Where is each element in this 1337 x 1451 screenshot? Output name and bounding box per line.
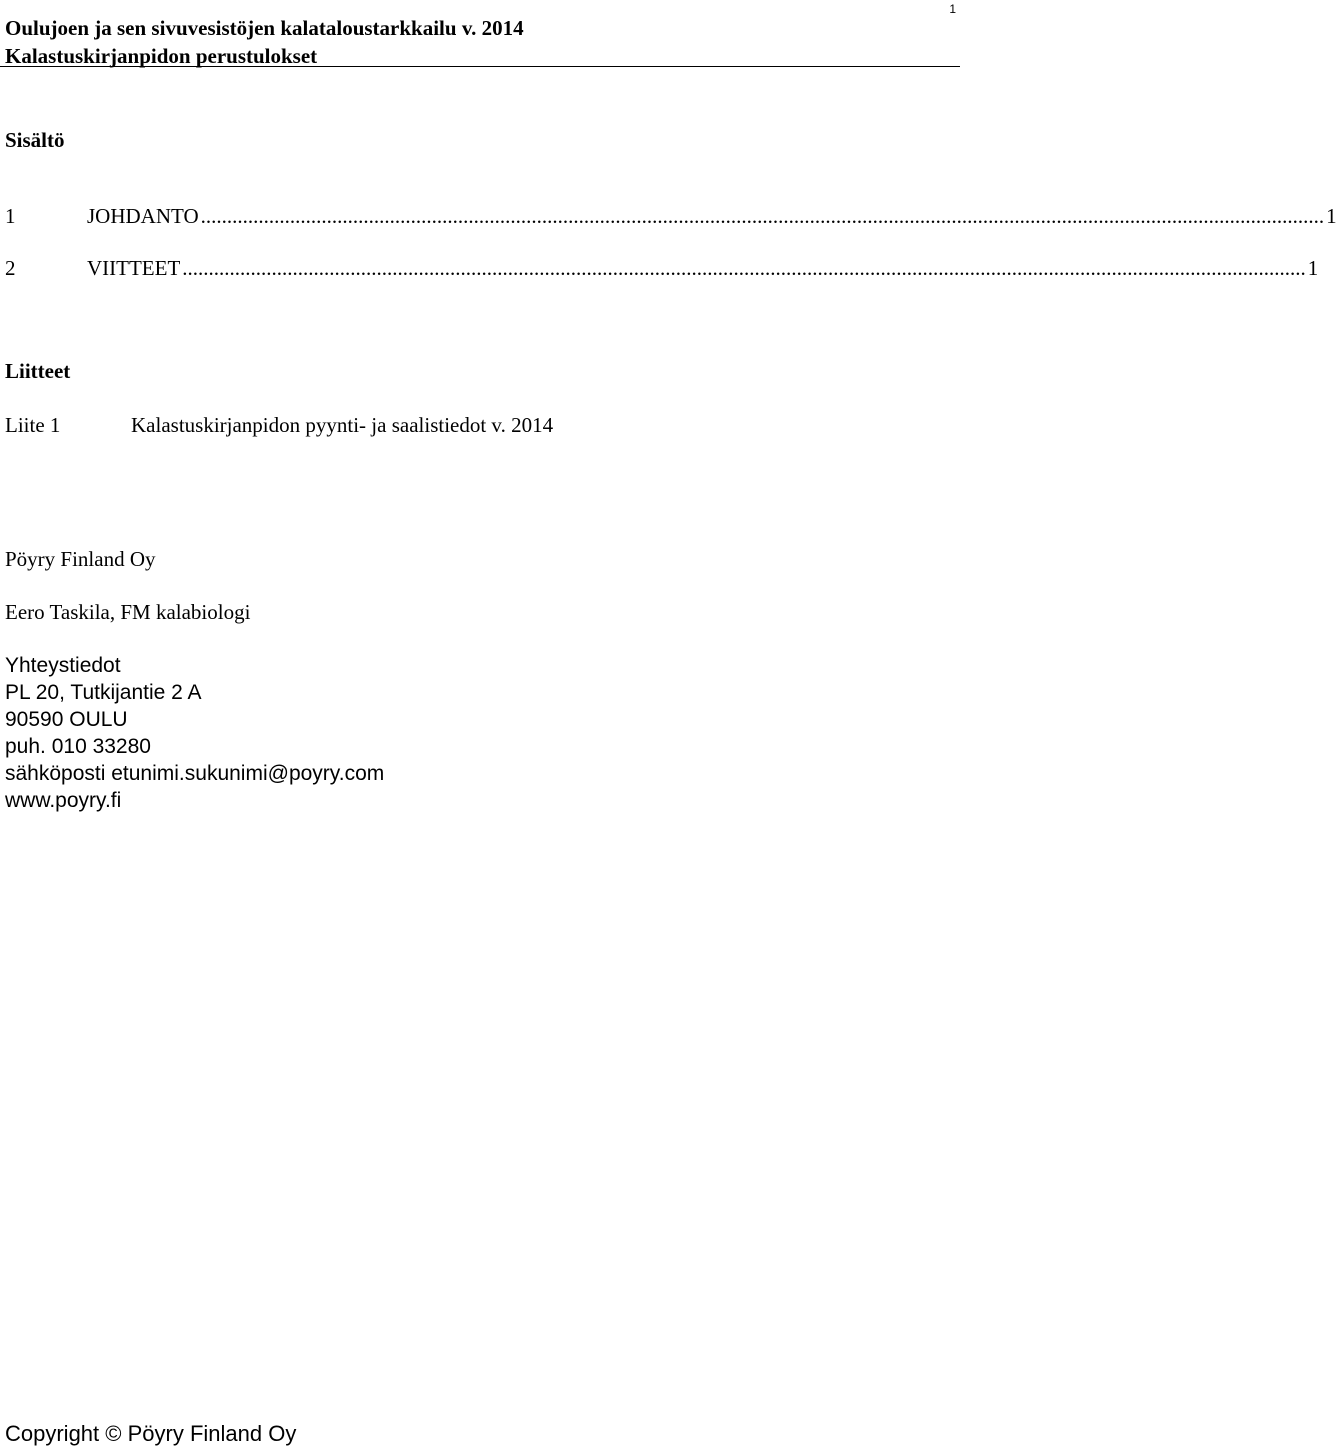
author-line: Eero Taskila, FM kalabiologi: [5, 600, 251, 624]
toc-leader-dots: ......................................................................................................................................................................................................................: [200, 204, 1325, 228]
appendix-title: Kalastuskirjanpidon pyynti- ja saalistiedot v. 2014: [131, 413, 554, 437]
appendices-heading: Liitteet: [5, 359, 71, 383]
contact-phone: puh. 010 33280: [5, 735, 151, 758]
appendix-label: Liite 1: [5, 413, 61, 437]
toc-entry-johdanto[interactable]: [5, 204, 1337, 228]
contact-heading: Yhteystiedot: [5, 654, 121, 677]
contact-postal: 90590 OULU: [5, 708, 128, 731]
contents-heading: Sisältö: [5, 128, 65, 152]
contact-address: PL 20, Tutkijantie 2 A: [5, 681, 202, 704]
page-number: 1: [949, 2, 956, 16]
toc-entry-page: 1: [1307, 256, 1319, 280]
toc-entry-number: 2: [5, 256, 16, 280]
toc-leader-dots: ......................................................................................................................................................................................................................: [182, 256, 1306, 280]
contact-email[interactable]: sähköposti etunimi.sukunimi@poyry.com: [5, 762, 385, 785]
toc-entry-number: 1: [5, 204, 16, 228]
appendix-entry: [5, 413, 553, 437]
copyright-footer: Copyright © Pöyry Finland Oy: [5, 1421, 297, 1446]
contact-block: [5, 652, 384, 814]
toc-entry-title: JOHDANTO: [87, 204, 199, 228]
toc-entry-viitteet[interactable]: [5, 256, 1319, 280]
toc-entry-page: 1: [1326, 204, 1337, 228]
toc-entry-title: VIITTEET: [87, 256, 181, 280]
company-name: Pöyry Finland Oy: [5, 547, 156, 571]
header-title: Oulujoen ja sen sivuvesistöjen kalataloustarkkailu v. 2014: [5, 16, 524, 40]
contact-website[interactable]: www.poyry.fi: [5, 789, 122, 812]
header-subtitle: Kalastuskirjanpidon perustulokset: [5, 44, 318, 68]
header-divider: [0, 66, 960, 67]
